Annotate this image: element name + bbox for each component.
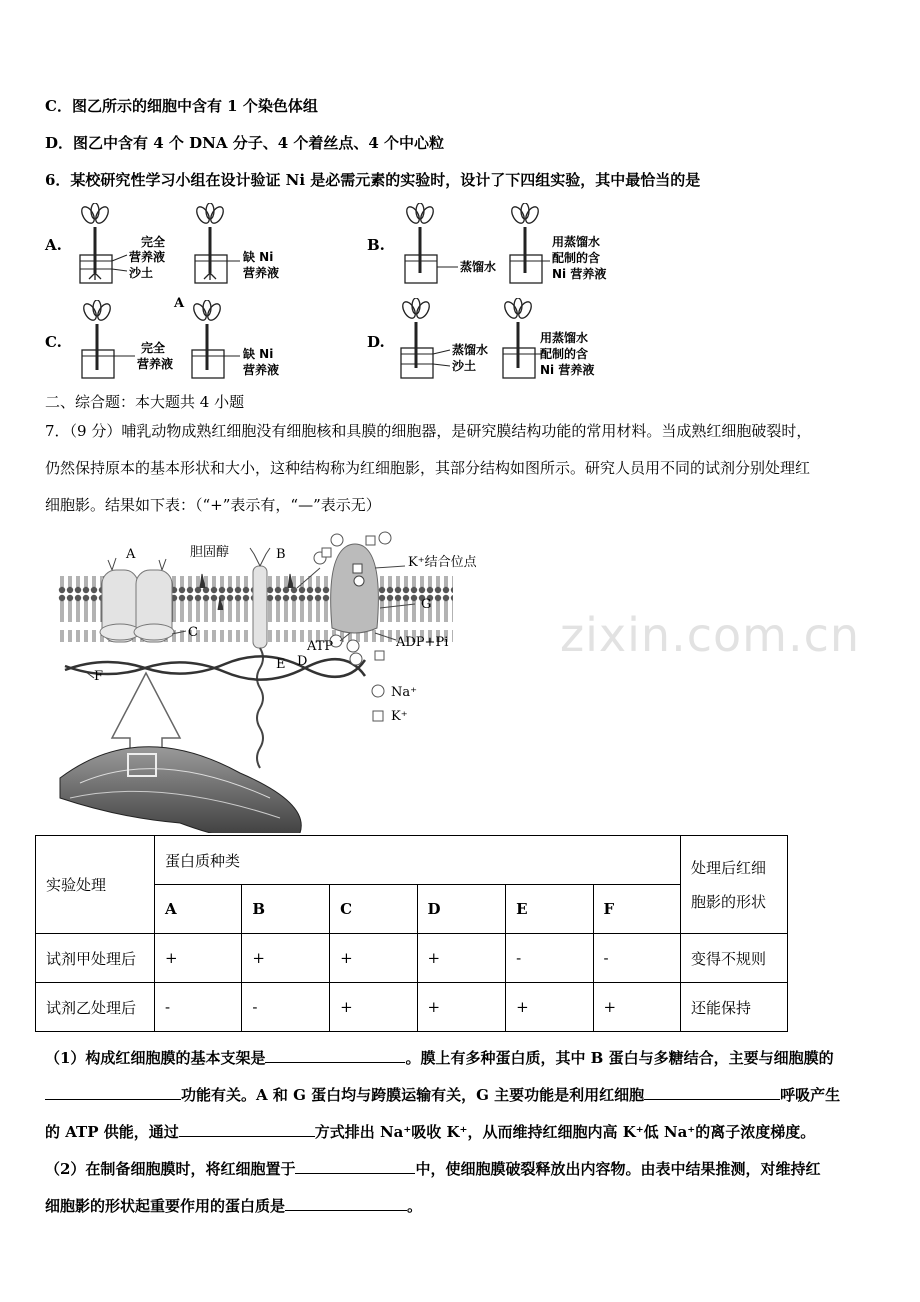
label-lack-ni: 缺 Ni <box>243 347 274 361</box>
label-ni-nutrient: Ni 营养液 <box>540 363 595 377</box>
red-cell-image <box>60 747 301 833</box>
label-e: E <box>276 657 286 672</box>
label-g: G <box>421 597 432 612</box>
sub2-line-1: （2）在制备细胞膜时，将红细胞置于 中，使细胞膜破裂释放出内容物。由表中结果推测，对维持红 <box>45 1157 820 1180</box>
plant-icon <box>81 300 113 370</box>
value-cell: + <box>417 934 506 983</box>
q6-option-c-figure <box>75 300 325 385</box>
answer-blank[interactable] <box>179 1120 315 1137</box>
label-with-distilled: 用蒸馏水 <box>552 235 601 249</box>
na-legend-icon <box>372 685 384 697</box>
label-na-legend: Na⁺ <box>391 685 417 700</box>
sub1-line-2: 功能有关。A 和 G 蛋白均与跨膜运输有关，G 主要功能是利用红细胞 呼吸产生 <box>45 1083 840 1106</box>
label-with-distilled: 用蒸馏水 <box>540 331 589 345</box>
q7-intro-line-3: 细胞影。结果如下表：（“+”表示有，“—”表示无） <box>45 496 381 514</box>
answer-blank[interactable] <box>265 1046 405 1063</box>
treatment-cell: 试剂甲处理后 <box>36 934 155 983</box>
value-cell: + <box>155 934 242 983</box>
label-adp-pi: ADP+Pi <box>396 635 449 650</box>
label-atp: ATP <box>307 639 334 654</box>
value-cell: - <box>155 983 242 1032</box>
plant-icon <box>404 203 436 273</box>
shape-cell: 还能保持 <box>681 983 788 1032</box>
plant-icon <box>191 300 223 370</box>
treatment-cell: 试剂乙处理后 <box>36 983 155 1032</box>
protein-col-c: C <box>330 885 417 934</box>
q7-intro-line-2: 仍然保持原本的基本形状和大小，这种结构称为红细胞影，其部分结构如图所示。研究人员用不同的试剂分别处理红 <box>45 459 811 477</box>
protein-a <box>100 558 174 642</box>
q6-option-d-label: D. <box>367 333 385 351</box>
sub1-line-1: （1）构成红细胞膜的基本支架是 。膜上有多种蛋白质，其中 B 蛋白与多糖结合，主要与细胞膜的 <box>45 1046 834 1069</box>
protein-col-d: D <box>417 885 506 934</box>
answer-blank[interactable] <box>285 1194 407 1211</box>
q6-option-d-figure <box>398 298 628 386</box>
plant-icon <box>400 298 432 368</box>
label-nutrient: 营养液 <box>137 357 174 371</box>
label-f: F <box>94 669 104 684</box>
results-table <box>35 835 788 1032</box>
option-d-q5: D．图乙中含有 4 个 DNA 分子、4 个着丝点、4 个中心粒 <box>45 134 445 152</box>
value-cell: - <box>506 934 593 983</box>
answer-blank[interactable] <box>45 1083 181 1100</box>
value-cell: + <box>330 983 417 1032</box>
membrane-figure <box>50 528 490 833</box>
protein-col-e: E <box>506 885 593 934</box>
answer-blank[interactable] <box>644 1083 780 1100</box>
value-cell: + <box>242 934 330 983</box>
label-sand: 沙土 <box>452 359 477 373</box>
watermark: zixin.com.cn <box>560 608 861 662</box>
label-nutrient-2: 营养液 <box>243 266 280 280</box>
protein-col-f: F <box>593 885 680 934</box>
header-protein: 蛋白质种类 <box>155 836 681 885</box>
plant-icon <box>194 203 226 280</box>
q6-option-b-figure <box>398 203 628 293</box>
section-2-heading: 二、综合题：本大题共 4 小题 <box>45 393 245 411</box>
label-k-legend: K⁺ <box>391 709 408 724</box>
plant-icon <box>502 298 534 368</box>
label-c: C <box>188 625 198 640</box>
label-ni-nutrient: Ni 营养液 <box>552 267 607 281</box>
shape-cell: 变得不规则 <box>681 934 788 983</box>
protein-g <box>331 544 379 633</box>
label-complete: 完全 <box>141 341 166 355</box>
header-treatment: 实验处理 <box>36 836 155 934</box>
table-row <box>36 983 788 1032</box>
label-nutrient-2: 营养液 <box>243 363 280 377</box>
label-lack-ni: 缺 Ni <box>243 250 274 264</box>
sub2-line-2: 细胞影的形状起重要作用的蛋白质是 。 <box>45 1194 422 1217</box>
value-cell: - <box>593 934 680 983</box>
label-b: B <box>276 547 286 562</box>
answer-blank[interactable] <box>295 1157 415 1174</box>
label-complete: 完全 <box>141 235 166 249</box>
k-legend-icon <box>373 711 383 721</box>
value-cell: + <box>330 934 417 983</box>
plant-icon <box>79 203 111 280</box>
label-prepared: 配制的含 <box>540 347 589 361</box>
q6-option-b-label: B. <box>367 236 385 254</box>
label-a: A <box>126 547 136 562</box>
label-cholesterol: 胆固醇 <box>190 545 230 560</box>
label-sand: 沙土 <box>129 266 154 280</box>
value-cell: + <box>593 983 680 1032</box>
header-shape: 处理后红细 胞影的形状 <box>681 836 788 934</box>
protein-col-a: A <box>155 885 242 934</box>
q6-option-c-label: C. <box>45 333 62 351</box>
label-k-binding-site: K⁺结合位点 <box>408 555 477 570</box>
table-row <box>36 934 788 983</box>
label-prepared: 配制的含 <box>552 251 601 265</box>
q7-intro-line-1: 7．（9 分）哺乳动物成熟红细胞没有细胞核和具膜的细胞器，是研究膜结构功能的常用材料。当成熟红细胞破裂时， <box>45 422 812 440</box>
label-nutrient: 营养液 <box>129 250 166 264</box>
q6-option-a-label: A. <box>45 236 62 254</box>
value-cell: + <box>506 983 593 1032</box>
q6-option-a-figure <box>75 203 325 293</box>
value-cell: + <box>417 983 506 1032</box>
label-distilled-water: 蒸馏水 <box>452 343 489 357</box>
option-c-q5: C．图乙所示的细胞中含有 1 个染色体组 <box>45 97 318 115</box>
q6-stem: 6．某校研究性学习小组在设计验证 Ni 是必需元素的实验时，设计了下四组实验，其中最恰当的是 <box>45 171 701 189</box>
value-cell: - <box>242 983 330 1032</box>
stray-mark: A <box>174 296 185 311</box>
plant-icon <box>509 203 541 273</box>
label-distilled-water: 蒸馏水 <box>460 260 497 274</box>
label-d: D <box>297 654 308 669</box>
protein-col-b: B <box>242 885 330 934</box>
sub1-line-3: 的 ATP 供能，通过 方式排出 Na⁺吸收 K⁺，从而维持红细胞内高 K⁺低 Na⁺的离子浓度梯度。 <box>45 1120 815 1143</box>
